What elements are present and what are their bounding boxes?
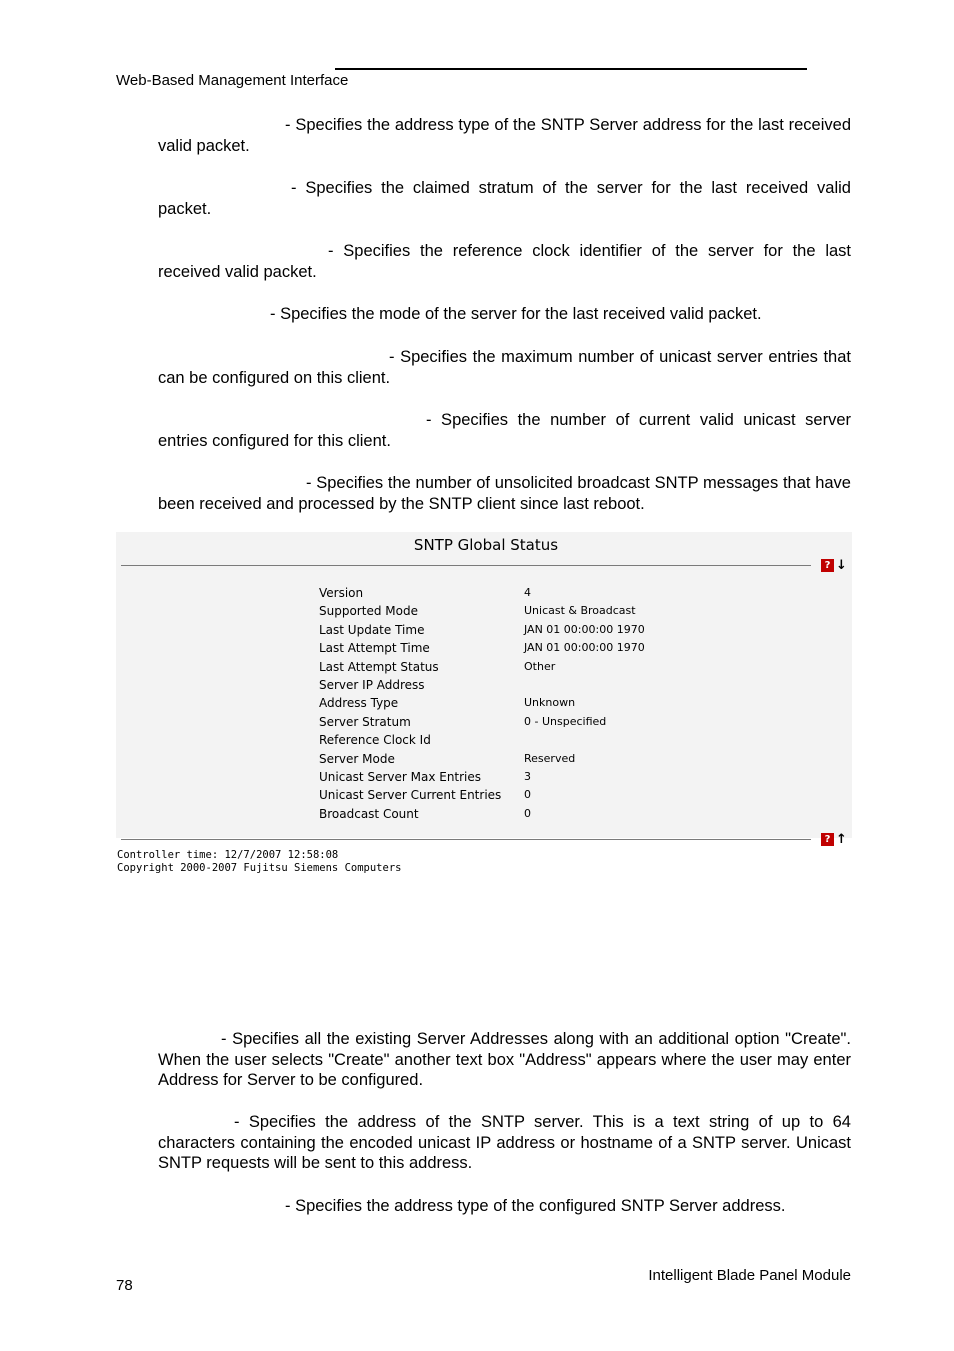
row-value: Unicast & Broadcast [524, 604, 636, 618]
row-label: Server Stratum [319, 714, 411, 729]
screenshot-title: SNTP Global Status [413, 536, 559, 554]
row-label: Unicast Server Current Entries [319, 788, 502, 803]
page-header: Web-Based Management Interface [116, 72, 349, 89]
row-value: 3 [524, 769, 531, 783]
sntp-global-status-screenshot [116, 532, 852, 877]
header-rule [335, 68, 807, 70]
row-value: 0 [524, 806, 531, 820]
copyright: Copyright 2000-2007 Fujitsu Siemens Computers [117, 862, 402, 874]
row-value: Unknown [524, 696, 576, 710]
paragraph-server-addresses: - Specifies all the existing Server Addresses along with an additional option "Create". When the user selects "Create" another text box "Address" appears where the user may enter Address for Server to be configured. [158, 1030, 851, 1089]
row-label: Last Update Time [319, 622, 425, 637]
row-value: Other [524, 659, 556, 673]
row-value: 0 [524, 788, 531, 802]
row-value: 0 - Unspecified [524, 714, 607, 728]
paragraph-server-address: - Specifies the address of the SNTP server. This is a text string of up to 64 characters containing the encoded unicast IP address or hostname of a SNTP server. Unicast SNTP requests will be sent to this address. [158, 1113, 851, 1172]
paragraph-server-stratum: - Specifies the claimed stratum of the server for the last received valid packet. [158, 179, 851, 218]
page-footer: Intelligent Blade Panel Module [648, 1267, 851, 1284]
row-label: Last Attempt Status [319, 659, 439, 674]
page-number: 78 [116, 1277, 133, 1294]
help-icon[interactable]: ? [821, 833, 834, 846]
bottom-divider [121, 839, 811, 840]
row-label: Server IP Address [319, 677, 425, 692]
paragraph-max-entries: - Specifies the maximum number of unicast server entries that can be configured on this client. [158, 348, 851, 387]
arrow-down-icon[interactable]: ↓ [836, 558, 847, 573]
controller-time: Controller time: 12/7/2007 12:58:08 [117, 849, 339, 861]
row-label: Server Mode [319, 751, 395, 766]
row-value: JAN 01 00:00:00 1970 [524, 622, 645, 636]
row-value: 4 [524, 586, 531, 599]
paragraph-broadcast-count: - Specifies the number of unsolicited broadcast SNTP messages that have been received and processed by the SNTP client since last reboot. [158, 474, 851, 513]
row-label: Address Type [319, 696, 399, 711]
row-value: Reserved [524, 751, 576, 765]
paragraph-current-entries: - Specifies the number of current valid unicast server entries configured for this client. [158, 411, 851, 450]
row-label: Last Attempt Time [319, 641, 430, 656]
arrow-up-icon[interactable]: ↑ [836, 832, 847, 847]
paragraph-reference-clock: - Specifies the reference clock identifier of the server for the last received valid packet. [158, 242, 851, 281]
row-value: JAN 01 00:00:00 1970 [524, 641, 645, 655]
row-label: Version [319, 586, 364, 600]
row-label: Reference Clock Id [319, 733, 431, 748]
paragraph-configured-address-type: - Specifies the address type of the configured SNTP Server address. [285, 1197, 786, 1215]
paragraph-address-type: - Specifies the address type of the SNTP Server address for the last received valid packet. [158, 116, 851, 155]
help-icon[interactable]: ? [821, 559, 834, 572]
row-label: Supported Mode [319, 604, 418, 619]
row-label: Broadcast Count [319, 806, 419, 821]
paragraph-server-mode: - Specifies the mode of the server for the last received valid packet. [270, 305, 762, 323]
row-label: Unicast Server Max Entries [319, 769, 482, 784]
top-divider [121, 565, 811, 566]
